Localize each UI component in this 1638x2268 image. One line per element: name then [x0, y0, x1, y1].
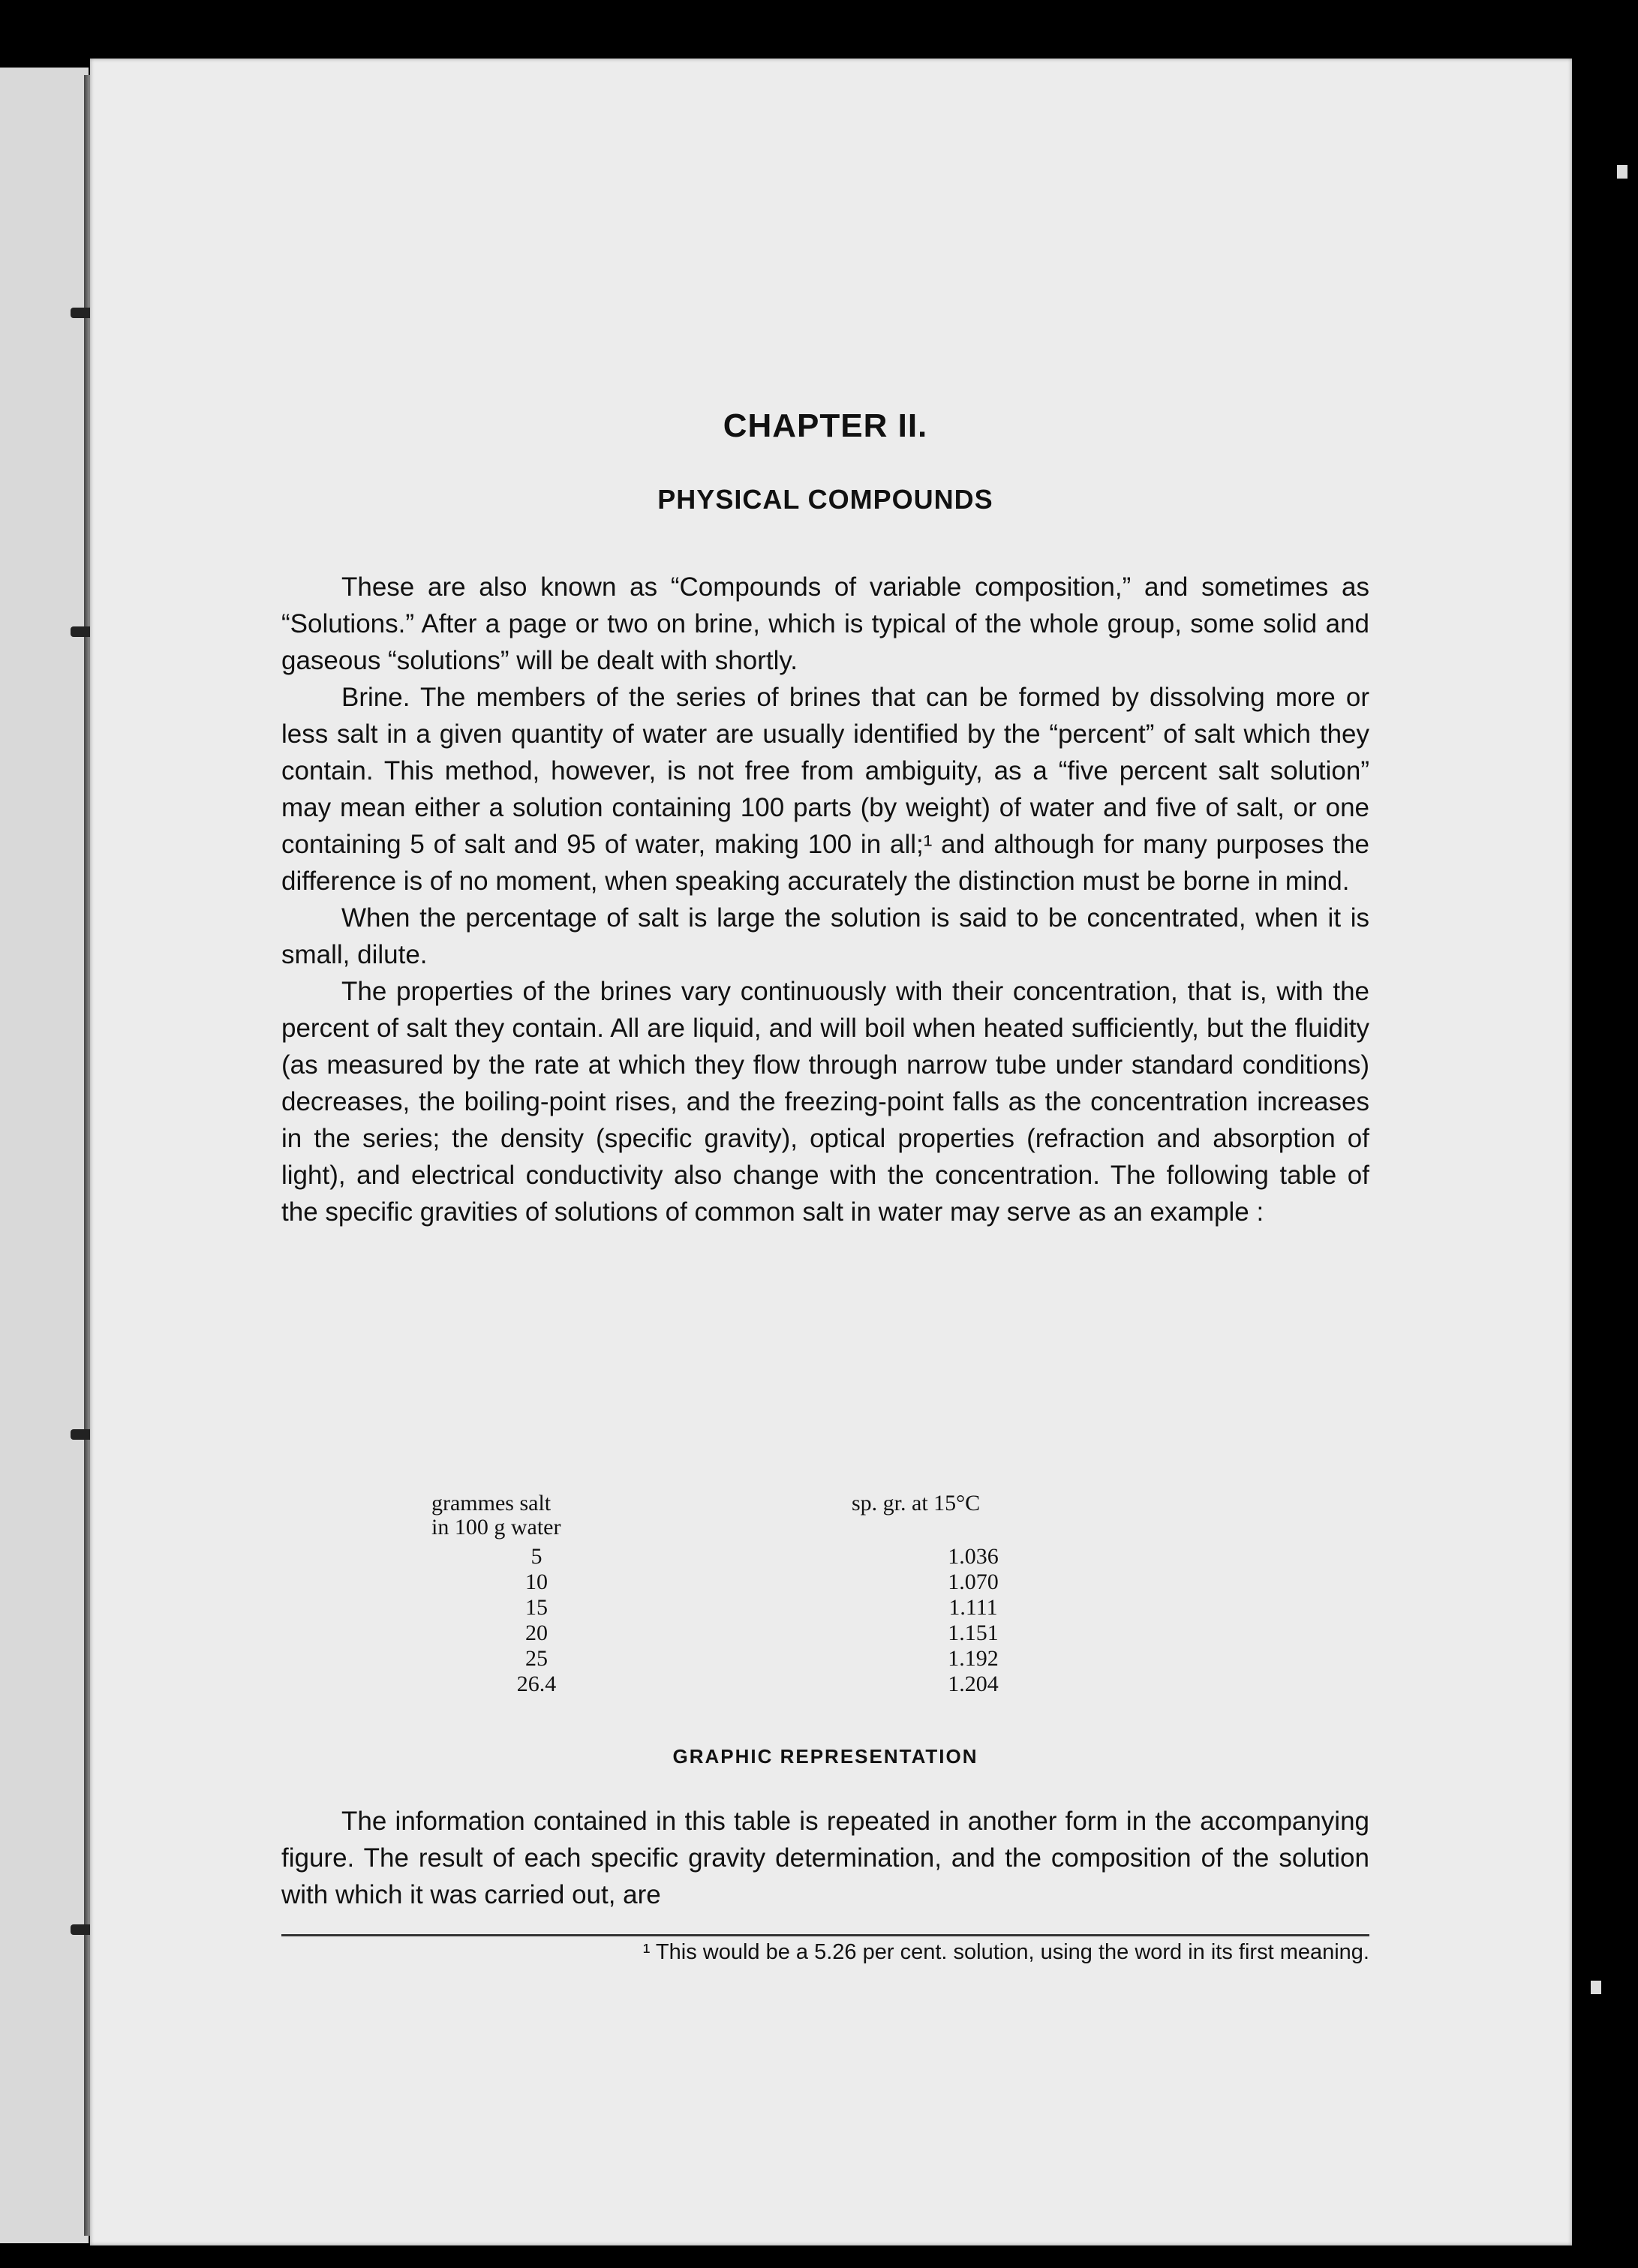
table-cell: 20	[525, 1621, 548, 1645]
book-page	[90, 59, 1572, 2245]
header-line: grammes salt	[431, 1491, 552, 1516]
scan-artifact	[1591, 1981, 1601, 1994]
paragraph: The information contained in this table is repeated in another form in the accompanying figure. The result of each specific gravity determination, and the composition of the solution with which it was carried out, are	[281, 1807, 1369, 1909]
table-cell: 1.111	[948, 1595, 998, 1620]
graphic-text	[281, 1803, 1369, 1913]
table-cell: 1.204	[948, 1672, 999, 1696]
table-header-sg: sp. gr. at 15°C	[852, 1491, 981, 1516]
table-cell: 26.4	[516, 1672, 557, 1696]
specific-gravity-table	[281, 1491, 1369, 1702]
paragraph: When the percentage of salt is large the solution is said to be concentrated, when it is small, dilute.	[281, 903, 1369, 969]
scan-artifact	[1617, 165, 1627, 179]
paragraph: Brine. The members of the series of brines that can be formed by dissolving more or less salt in a given quantity of water are usually identified by the “percent” of salt which they contain. This method, however, is not free from ambiguity, as a “five percent salt solution” may mean either a solution containing 100 parts (by weight) of water and five of salt, or one containing 5 of salt and 95 of water, making 100 in all;¹ and although for many purposes the difference is of no moment, when speaking accurately the distinction must be borne in mind.	[281, 683, 1369, 896]
table-cell: 5	[530, 1544, 542, 1569]
footnote: ¹ This would be a 5.26 per cent. solution, using the word in its first meaning.	[642, 1940, 1369, 1964]
subheading: GRAPHIC REPRESENTATION	[672, 1745, 978, 1768]
header-line: in 100 g water	[431, 1515, 561, 1540]
chapter-title: CHAPTER II.	[723, 407, 928, 444]
paragraph: These are also known as “Compounds of variable composition,” and sometimes as “Solutions.” After a page or two on brine, which is typical of the whole group, some solid and gaseous “solutions” will be dealt with shortly.	[281, 572, 1369, 675]
table-cell: 1.070	[948, 1570, 999, 1594]
table-cell: 1.036	[948, 1544, 999, 1569]
sg-values	[928, 1544, 1018, 1697]
table-cell: 1.151	[948, 1621, 999, 1645]
footnote-rule	[281, 1934, 1369, 1936]
intro-text	[281, 569, 1369, 1230]
table-cell: 15	[525, 1595, 548, 1620]
facing-page-edge	[0, 68, 89, 2243]
paragraph: The properties of the brines vary continuously with their concentration, that is, with the percent of salt they contain. All are liquid, and will boil when heated sufficiently, but the fluidity (as measured by the rate at which they flow through narrow tube under standard conditions) decreases, the boiling-point rises, and the freezing-point falls as the concentration increases in the series; the density (specific gravity), optical properties (refraction and absorption of light), and electrical conductivity also change with the concentration. The following table of the specific gravities of solutions of common salt in water may serve as an example :	[281, 977, 1369, 1227]
table-cell: 1.192	[948, 1646, 999, 1671]
table-cell: 10	[525, 1570, 548, 1594]
table-header-salt	[431, 1491, 657, 1540]
table-cell: 25	[525, 1646, 548, 1671]
section-title: PHYSICAL COMPOUNDS	[657, 484, 993, 515]
salt-values	[491, 1544, 582, 1697]
